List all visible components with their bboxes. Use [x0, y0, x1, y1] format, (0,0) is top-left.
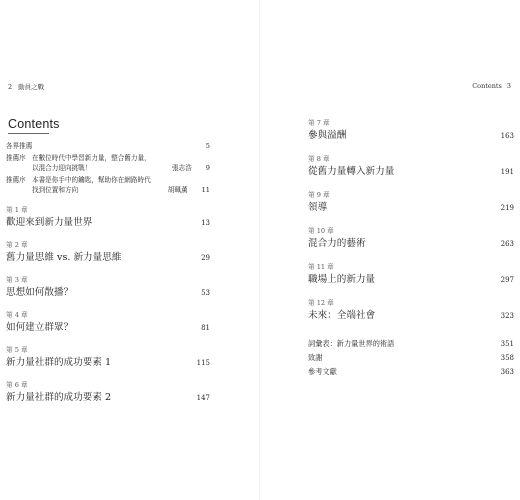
entry-page: 163	[500, 132, 514, 140]
chapter-number: 第 8 章	[308, 155, 330, 163]
toc-entry-endorsements[interactable]	[6, 141, 210, 151]
chapter-title: 新力量社群的成功要素 2	[6, 392, 112, 403]
toc-entry-chapter-5[interactable]	[6, 345, 210, 370]
entry-page: 9	[205, 164, 210, 172]
chapter-title: 如何建立群眾？	[6, 322, 74, 333]
toc-entry-chapter-7[interactable]	[308, 118, 514, 143]
chapter-title: 舊力量思維 vs. 新力量思維	[6, 252, 122, 263]
entry-title: 致謝	[308, 353, 323, 362]
entry-title: 參考文獻	[308, 367, 337, 376]
entry-page: 363	[500, 368, 514, 376]
toc-entry-preface-1[interactable]	[6, 153, 210, 173]
toc-entry-glossary[interactable]	[308, 337, 514, 351]
chapter-title: 參與溢酬	[308, 130, 347, 141]
entry-page: 13	[201, 219, 210, 227]
page-gutter	[259, 0, 260, 500]
preface-title-line: 在數位時代中學習新力量，整合舊力量，	[32, 154, 151, 162]
preface-author: 胡珮薰	[167, 186, 188, 194]
entry-page: 115	[196, 359, 210, 367]
toc-entry-chapter-8[interactable]	[308, 154, 514, 179]
entry-title: 詞彙表：新力量世界的術語	[308, 339, 395, 348]
chapter-number: 第 3 章	[6, 276, 28, 284]
running-head-right	[472, 82, 511, 90]
toc-right-column	[308, 118, 514, 379]
entry-page: 358	[500, 354, 514, 362]
entry-page: 297	[500, 276, 514, 284]
section-title: Contents	[472, 82, 502, 90]
toc-entry-acknowledgements[interactable]	[308, 351, 514, 365]
toc-entry-chapter-9[interactable]	[308, 190, 514, 215]
toc-entry-preface-2[interactable]	[6, 175, 210, 195]
chapter-title: 職場上的新力量	[308, 274, 376, 285]
chapter-title: 未來：全端社會	[308, 310, 376, 321]
entry-page: 263	[500, 240, 514, 248]
back-matter	[308, 337, 514, 379]
front-matter	[6, 141, 210, 195]
entry-page: 29	[201, 254, 210, 262]
toc-entry-chapter-6[interactable]	[6, 380, 210, 405]
chapter-title: 從舊力量轉入新力量	[308, 166, 395, 177]
toc-entry-chapter-12[interactable]	[308, 298, 514, 323]
entry-page: 351	[500, 340, 514, 348]
chapter-number: 第 1 章	[6, 206, 28, 214]
chapter-number: 第 10 章	[308, 227, 334, 235]
book-title: 動員之戰	[18, 83, 45, 91]
chapter-number: 第 11 章	[308, 263, 334, 271]
page-number-right: 3	[506, 82, 511, 90]
toc-entry-chapter-4[interactable]	[6, 310, 210, 335]
chapter-number: 第 7 章	[308, 119, 330, 127]
chapter-title: 思想如何散播？	[6, 287, 74, 298]
running-head-left	[8, 82, 44, 91]
toc-entry-chapter-11[interactable]	[308, 262, 514, 287]
preface-title-line: 找到位置和方向	[32, 186, 79, 194]
entry-page: 81	[201, 324, 210, 332]
entry-title: 各界推薦	[6, 142, 33, 150]
entry-page: 147	[196, 394, 210, 402]
chapter-number: 第 6 章	[6, 381, 28, 389]
toc-entry-chapter-2[interactable]	[6, 240, 210, 265]
chapter-number: 第 5 章	[6, 346, 28, 354]
toc-entry-chapter-3[interactable]	[6, 275, 210, 300]
entry-page: 219	[500, 204, 514, 212]
toc-entry-chapter-1[interactable]	[6, 205, 210, 230]
toc-left-column	[6, 141, 210, 405]
chapter-title: 新力量社群的成功要素 1	[6, 357, 112, 368]
toc-entry-chapter-10[interactable]	[308, 226, 514, 251]
page-number-left: 2	[8, 83, 13, 91]
preface-title-line: 以混合力迎向挑戰！	[32, 164, 92, 172]
entry-page: 5	[205, 142, 210, 150]
chapter-title: 歡迎來到新力量世界	[6, 217, 93, 228]
entry-page: 53	[201, 289, 210, 297]
preface-title-line: 本書是你手中的鑰匙，幫助你在網路時代	[32, 176, 151, 184]
chapter-number: 第 9 章	[308, 191, 330, 199]
toc-entry-references[interactable]	[308, 365, 514, 379]
contents-underline	[8, 133, 49, 134]
chapter-number: 第 12 章	[308, 299, 334, 307]
chapter-title: 領導	[308, 202, 328, 213]
preface-author: 張志浩	[172, 164, 192, 172]
preface-label: 推薦序	[6, 154, 26, 162]
chapter-title: 混合力的藝術	[308, 238, 366, 249]
preface-label: 推薦序	[6, 176, 26, 184]
entry-page: 11	[201, 186, 210, 194]
entry-page: 191	[500, 168, 514, 176]
contents-heading: Contents	[8, 117, 60, 131]
chapter-number: 第 2 章	[6, 241, 28, 249]
chapter-number: 第 4 章	[6, 311, 28, 319]
entry-page: 323	[500, 312, 514, 320]
